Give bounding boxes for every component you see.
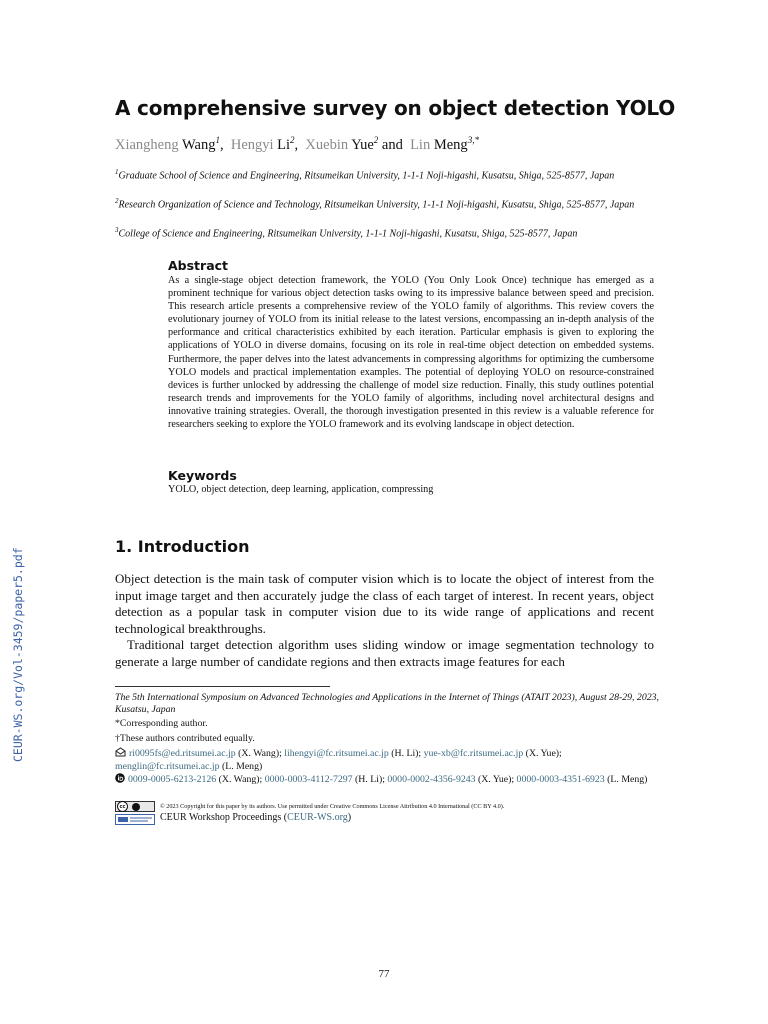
author-separator: , <box>219 136 231 153</box>
author-given-name[interactable]: Xiangheng <box>115 136 179 153</box>
introduction-paragraph-1: Object detection is the main task of computer vision which is to locate the object of interest from the input image target and then accurately judge the class of each target of interest. In recent years, object detection as a popular task in computer vision due to its wide range of applications and recent technological breakthroughs. <box>115 571 654 636</box>
author-affiliation-marker: 1 <box>215 135 220 145</box>
author-affiliation-marker: 2 <box>290 135 295 145</box>
conference-footnote: The 5th International Symposium on Advanced Technologies and Applications in the Internet of Things (ATAIT 2023), August 28-29, 2023, Kusatsu, Japan <box>115 692 659 716</box>
cc-license-badge[interactable] <box>115 801 155 812</box>
affiliation-marker: 3 <box>115 226 119 234</box>
abstract-heading: Abstract <box>168 258 229 273</box>
side-url-stamp[interactable]: CEUR-WS.org/Vol-3459/paper5.pdf <box>11 547 25 762</box>
attribution-icon <box>132 803 140 811</box>
author-affiliation-marker: 2 <box>373 135 379 145</box>
email-footnote <box>115 747 660 774</box>
email-link[interactable]: lihengyi@fc.ritsumei.ac.jp <box>284 748 389 759</box>
affiliation-1 <box>115 166 660 183</box>
orcid-link[interactable]: 0009-0005-6213-2126 <box>128 774 217 785</box>
orcid-link[interactable]: 0000-0003-4351-6923 <box>516 774 605 785</box>
author-given-name[interactable]: Hengyi <box>230 136 274 153</box>
author-affiliation-marker: 3,* <box>467 135 479 145</box>
introduction-body <box>115 571 654 670</box>
orcid-owner: (H. Li); <box>352 774 388 785</box>
orcid-link[interactable]: 0000-0003-4112-7297 <box>264 774 353 785</box>
equal-contribution-footnote: †These authors contributed equally. <box>115 733 255 744</box>
keywords-heading: Keywords <box>168 468 237 483</box>
affiliation-text: Graduate School of Science and Engineering, Ritsumeikan University, 1-1-1 Noji-higashi, Kusatsu, Shiga, 525-8577, Japan <box>118 170 615 182</box>
corresponding-footnote: *Corresponding author. <box>115 718 208 729</box>
ceur-logo-icon <box>115 814 155 825</box>
email-link[interactable]: yue-xb@fc.ritsumei.ac.jp <box>423 748 524 759</box>
envelope-icon <box>115 747 126 761</box>
author-given-name[interactable]: Lin <box>410 136 431 153</box>
abstract-body: As a single-stage object detection framework, the YOLO (You Only Look Once) technique has emerged as a prominent technique for various object detection tasks owing to its impressive balance between speed and precision. This research article presents a comprehensive review of the YOLO family of algorithms. This review covers the evolutionary journey of YOLO from its initial release to the latest versions, encompassing an in-depth analysis of the performance and critical characteristics exhibited by each iteration. Particular emphasis is given to exploring the applications of YOLO in diverse domains, focusing on its role in real-time object detection on embedded systems. Furthermore, the paper delves into the latest advancements in compressing algorithms for optimizing the cumbersome YOLO models and practical implementation examples. The potential of deploying YOLO on resource-constrained devices is further unlocked by addressing the challenge of model size reduction. Finally, this study outlines potential research trends and improvements for the YOLO family of algorithms, including novel architectural designs and innovative training strategies. Overall, the thorough investigation presented in this review is a valuable reference for researchers seeking to explore the YOLO framework and its evolving landscape in object detection. <box>168 275 654 431</box>
email-owner: (L. Meng) <box>219 761 263 773</box>
author-list <box>115 135 479 154</box>
ceur-ws-link[interactable]: CEUR-WS.org <box>287 812 348 823</box>
introduction-heading: 1. Introduction <box>115 537 250 556</box>
orcid-link[interactable]: 0000-0002-4356-9243 <box>387 774 476 785</box>
affiliation-2 <box>115 195 660 212</box>
author-family-name: Meng <box>433 136 468 153</box>
author-family-name: Wang <box>182 136 216 153</box>
proceedings-close: ) <box>347 812 352 823</box>
affiliation-3 <box>115 224 660 241</box>
orcid-owner: (X. Yue); <box>475 774 517 785</box>
proceedings-label: CEUR Workshop Proceedings ( <box>160 812 288 823</box>
affiliation-marker: 2 <box>115 197 119 205</box>
page-number: 77 <box>378 968 390 980</box>
orcid-icon <box>115 773 125 787</box>
ceur-proceedings <box>160 812 351 823</box>
email-owner: (X. Wang); <box>235 748 285 759</box>
author-given-name[interactable]: Xuebin <box>305 136 349 153</box>
author-family-name: Yue <box>351 136 374 153</box>
author-separator: , <box>294 136 306 153</box>
author-separator: and <box>378 136 411 153</box>
cc-logo-icon: cc <box>117 801 128 812</box>
affiliation-text: College of Science and Engineering, Ritsumeikan University, 1-1-1 Noji-higashi, Kusatsu, Shiga, 525-8577, Japan <box>118 228 578 240</box>
email-link[interactable]: ri0095fs@ed.ritsumei.ac.jp <box>129 748 236 759</box>
email-owner: (H. Li); <box>388 748 424 759</box>
affiliation-marker: 1 <box>115 168 119 176</box>
orcid-footnote <box>115 773 660 787</box>
email-link[interactable]: menglin@fc.ritsumei.ac.jp <box>115 761 220 773</box>
introduction-paragraph-2: Traditional target detection algorithm uses sliding window or image segmentation technology to generate a large number of candidate regions and then extracts image features for each <box>115 637 654 669</box>
orcid-owner: (L. Meng) <box>604 774 648 785</box>
license-text: © 2023 Copyright for this paper by its authors. Use permitted under Creative Commons License Attribution 4.0 International (CC BY 4.0). <box>160 803 505 810</box>
author-family-name: Li <box>277 136 291 153</box>
orcid-owner: (X. Wang); <box>216 774 265 785</box>
footnote-rule <box>115 686 330 687</box>
keywords-body: YOLO, object detection, deep learning, application, compressing <box>168 484 434 495</box>
affiliation-text: Research Organization of Science and Technology, Ritsumeikan University, 1-1-1 Noji-higashi, Kusatsu, Shiga, 525-8577, Japan <box>118 199 635 211</box>
email-owner: (X. Yue); <box>523 748 562 759</box>
paper-title: A comprehensive survey on object detection YOLO <box>115 96 676 120</box>
